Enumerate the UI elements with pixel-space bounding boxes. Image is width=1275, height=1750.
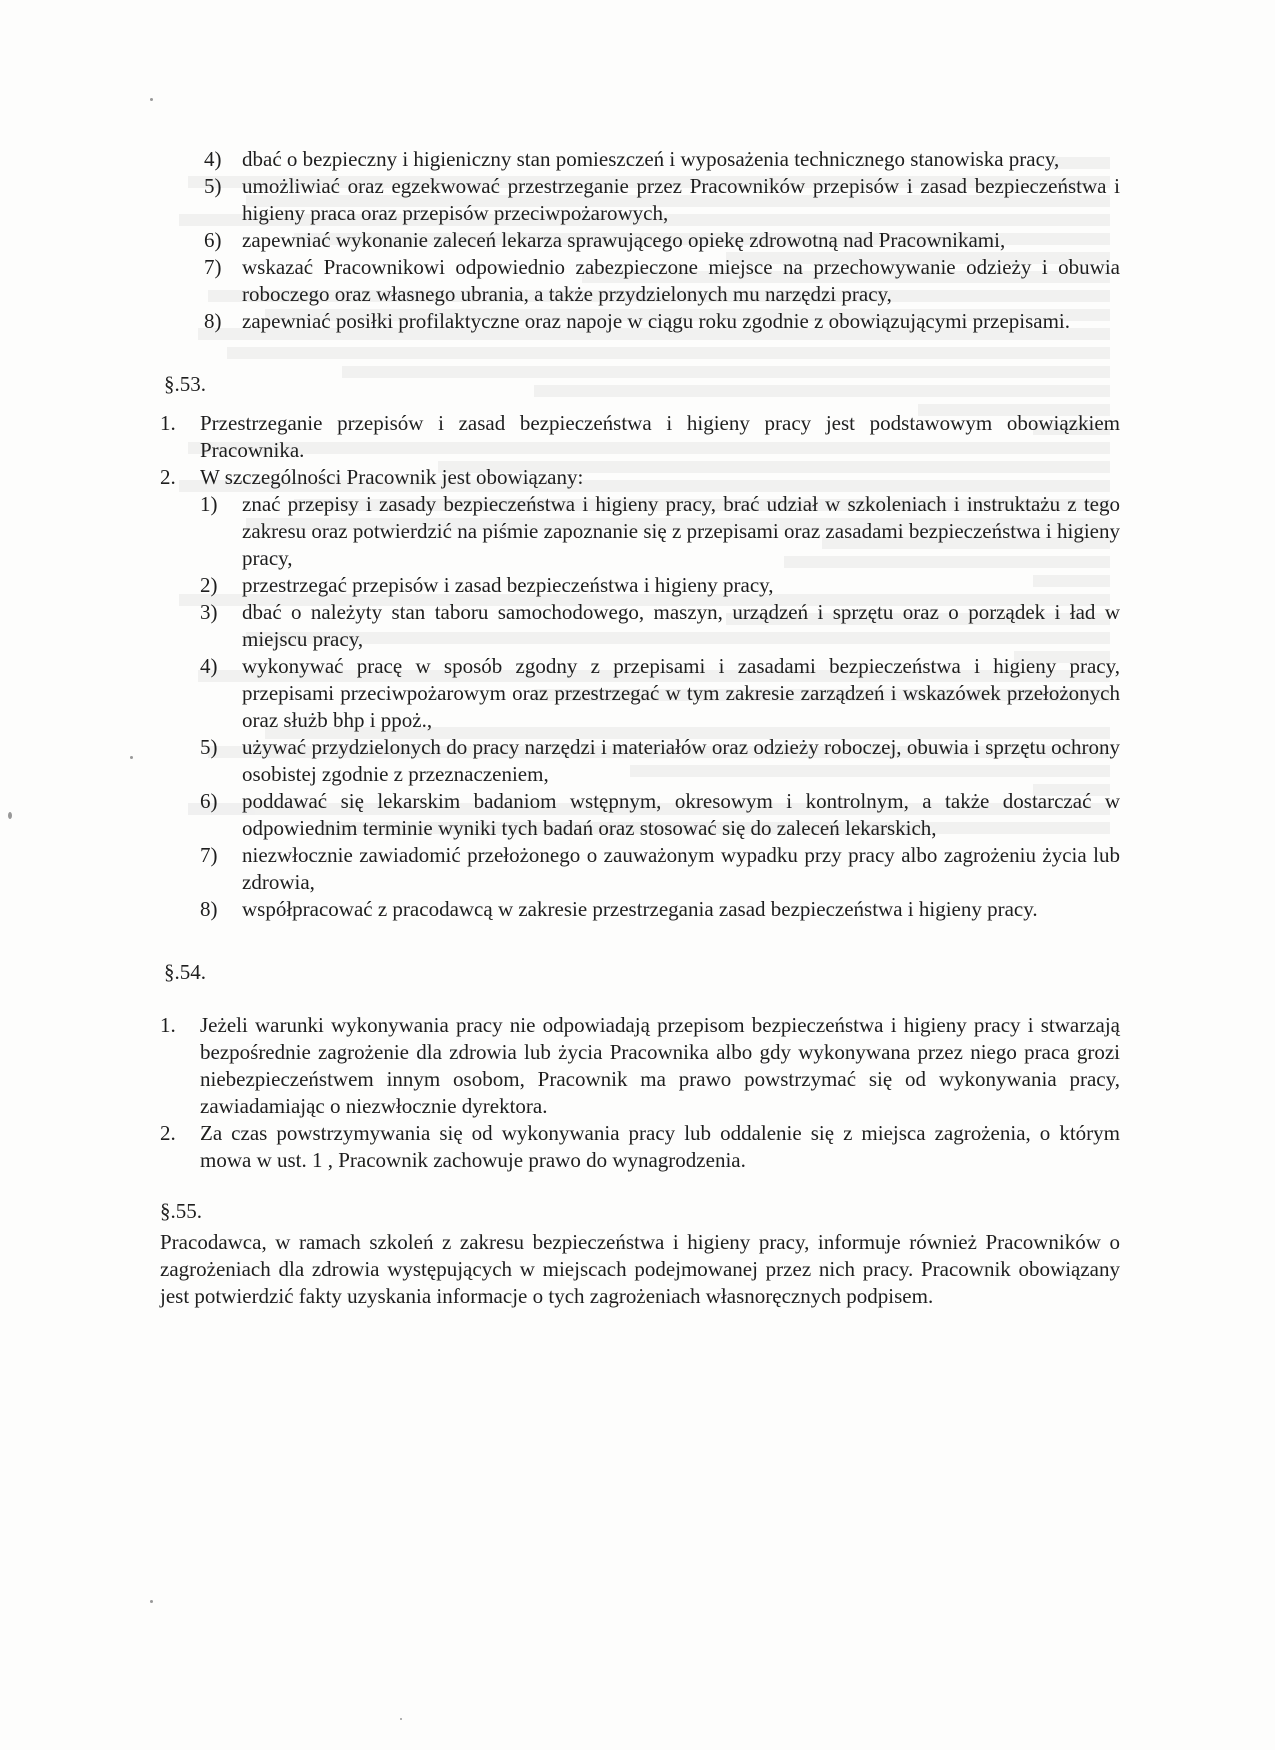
paragraph-54-2 — [160, 1120, 1120, 1174]
list-item — [160, 491, 1120, 572]
list-item — [160, 653, 1120, 734]
scan-speck — [8, 812, 12, 819]
item-number: 3) — [200, 600, 218, 624]
item-number: 7) — [200, 843, 218, 867]
item-number: 7) — [204, 255, 222, 279]
item-number: 4) — [204, 147, 222, 171]
item-number: 4) — [200, 654, 218, 678]
paragraph-number: 2. — [160, 465, 176, 489]
paragraph-53-2 — [160, 464, 1120, 491]
item-number: 2) — [200, 573, 218, 597]
scan-speck — [130, 756, 133, 759]
item-text: umożliwiać oraz egzekwować przestrzeganie przez Pracowników przepisów i zasad bezpieczeństwa i higieny praca oraz przepisów przeciwpożarowych, — [242, 174, 1120, 225]
item-text: wskazać Pracownikowi odpowiednio zabezpieczone miejsce na przechowywanie odzieży i obuwia roboczego oraz własnego ubrania, a także przydzielonych mu narzędzi pracy, — [242, 255, 1120, 306]
section-heading-53: §.53. — [164, 372, 206, 396]
item-text: niezwłocznie zawiadomić przełożonego o zauważonym wypadku przy pracy albo zagrożeniu życia lub zdrowia, — [242, 843, 1120, 894]
item-text: dbać o należyty stan taboru samochodowego, maszyn, urządzeń i sprzętu oraz o porządek i ład w miejscu pracy, — [242, 600, 1120, 651]
list-item — [160, 146, 1120, 173]
document-body — [160, 146, 1120, 1310]
paragraph-54-1 — [160, 1012, 1120, 1120]
paragraph-text: W szczególności Pracownik jest obowiązany: — [200, 465, 584, 489]
list-item — [160, 227, 1120, 254]
item-number: 6) — [200, 789, 218, 813]
item-text: wykonywać pracę w sposób zgodny z przepisami i zasadami bezpieczeństwa i higieny pracy, przepisami przeciwpożarowym oraz przestrzegać w tym zakresie zarządzeń i wskazówek przełożonych oraz służb bhp i ppoż., — [242, 654, 1120, 732]
paragraph-number: 2. — [160, 1121, 176, 1145]
list-item — [160, 254, 1120, 308]
list-item — [160, 842, 1120, 896]
paragraph-text: Przestrzeganie przepisów i zasad bezpieczeństwa i higieny pracy jest podstawowym obowiązkiem Pracownika. — [200, 411, 1120, 462]
paragraph-55: Pracodawca, w ramach szkoleń z zakresu bezpieczeństwa i higieny pracy, informuje również Pracowników o zagrożeniach dla zdrowia występujących w miejscach podejmowanej przez nich pracy. Pracownik obowiązany jest potwierdzić fakty uzyskania informacje o tych zagrożeniach własnoręcznych podpisem. — [160, 1230, 1120, 1308]
list-item — [160, 734, 1120, 788]
list-item — [160, 896, 1120, 923]
list-item — [160, 572, 1120, 599]
list-item — [160, 599, 1120, 653]
employee-duties-list — [160, 491, 1120, 923]
paragraph-number: 1. — [160, 411, 176, 435]
list-item — [160, 173, 1120, 227]
item-text: używać przydzielonych do pracy narzędzi i materiałów oraz odzieży roboczej, obuwia i sprzętu ochrony osobistej zgodnie z przeznaczeniem, — [242, 735, 1120, 786]
item-number: 1) — [200, 492, 218, 516]
section-heading-55: §.55. — [160, 1199, 202, 1223]
item-text: znać przepisy i zasady bezpieczeństwa i higieny pracy, brać udział w szkoleniach i instruktażu z tego zakresu oraz potwierdzić na piśmie zapoznanie się z przepisami oraz zasadami bezpieczeństwa i higieny pracy, — [242, 492, 1120, 570]
item-number: 6) — [204, 228, 222, 252]
item-text: dbać o bezpieczny i higieniczny stan pomieszczeń i wyposażenia technicznego stanowiska pracy, — [242, 147, 1060, 171]
item-number: 8) — [200, 897, 218, 921]
scan-speck — [150, 98, 153, 101]
list-item — [160, 788, 1120, 842]
paragraph-text: Za czas powstrzymywania się od wykonywania pracy lub oddalenie się z miejsca zagrożenia, o którym mowa w ust. 1 , Pracownik zachowuje prawo do wynagrodzenia. — [200, 1121, 1120, 1172]
section-heading-54: §.54. — [164, 960, 206, 984]
item-text: zapewniać wykonanie zaleceń lekarza sprawującego opiekę zdrowotną nad Pracownikami, — [242, 228, 1006, 252]
item-number: 5) — [204, 174, 222, 198]
employer-duties-list — [160, 146, 1120, 335]
paragraph-text: Jeżeli warunki wykonywania pracy nie odpowiadają przepisom bezpieczeństwa i higieny pracy i stwarzają bezpośrednie zagrożenie dla zdrowia lub życia Pracownika albo gdy wykonywana przez niego praca grozi niebezpieczeństwem innym osobom, Pracownik ma prawo powstrzymać się od wykonywania pracy, zawiadamiając o niezwłocznie dyrektora. — [200, 1013, 1120, 1118]
item-text: przestrzegać przepisów i zasad bezpieczeństwa i higieny pracy, — [242, 573, 774, 597]
scan-speck — [400, 1718, 402, 1720]
paragraph-53-1 — [160, 410, 1120, 464]
item-text: współpracować z pracodawcą w zakresie przestrzegania zasad bezpieczeństwa i higieny pracy. — [242, 897, 1038, 921]
item-number: 5) — [200, 735, 218, 759]
item-number: 8) — [204, 309, 222, 333]
item-text: poddawać się lekarskim badaniom wstępnym, okresowym i kontrolnym, a także dostarczać w odpowiednim terminie wyniki tych badań oraz stosować się do zaleceń lekarskich, — [242, 789, 1120, 840]
item-text: zapewniać posiłki profilaktyczne oraz napoje w ciągu roku zgodnie z obowiązującymi przepisami. — [242, 309, 1071, 333]
scan-speck — [150, 1600, 153, 1603]
list-item — [160, 308, 1120, 335]
paragraph-number: 1. — [160, 1013, 176, 1037]
